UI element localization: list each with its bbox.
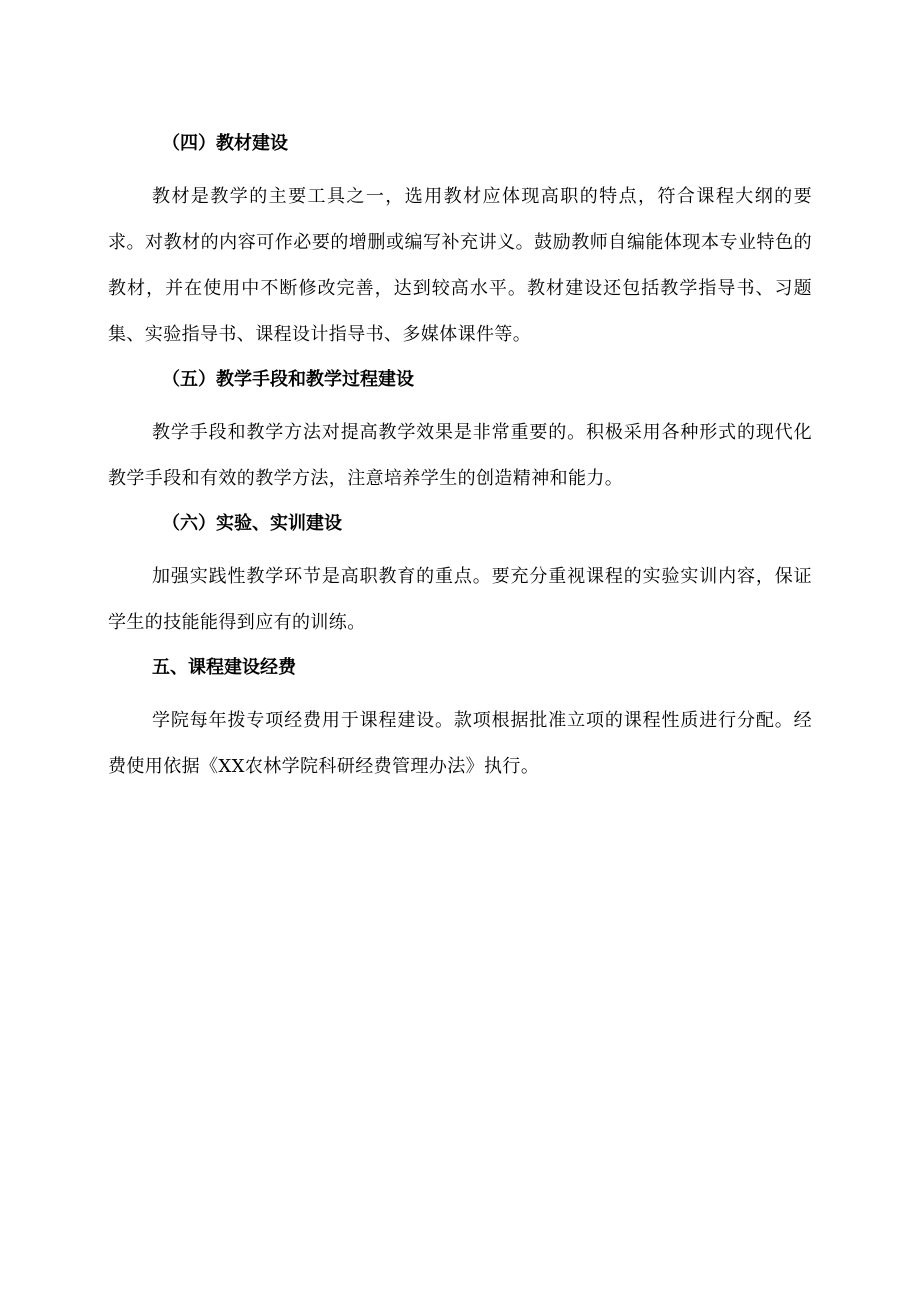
section-heading-teaching-methods: （五）教学手段和教学过程建设 — [162, 369, 414, 390]
section-heading-textbook: （四）教材建设 — [162, 133, 288, 154]
document-body — [108, 128, 812, 796]
section-paragraph-lab-training: 加强实践性教学环节是高职教育的重点。要充分重视课程的实验实训内容，保证学生的技能能得到应有的训练。 — [108, 566, 812, 633]
section-paragraph-textbook: 教材是教学的主要工具之一，选用教材应体现高职的特点，符合课程大纲的要求。对教材的内容可作必要的增删或编写补充讲义。鼓励教师自编能体现本专业特色的教材，并在使用中不断修改完善，达到较高水平。教材建设还包括教学指导书、习题集、实验指导书、课程设计指导书、多媒体课件等。 — [108, 186, 812, 345]
section-heading-funding: 五、课程建设经费 — [152, 657, 296, 678]
section-paragraph-teaching-methods: 教学手段和教学方法对提高教学效果是非常重要的。积极采用各种形式的现代化教学手段和有效的教学方法，注意培养学生的创造精神和能力。 — [108, 422, 812, 489]
section-paragraph-funding: 学院每年拨专项经费用于课程建设。款项根据批准立项的课程性质进行分配。经费使用依据《XX农林学院科研经费管理办法》执行。 — [108, 710, 812, 777]
section-heading-lab-training: （六）实验、实训建设 — [162, 513, 342, 534]
